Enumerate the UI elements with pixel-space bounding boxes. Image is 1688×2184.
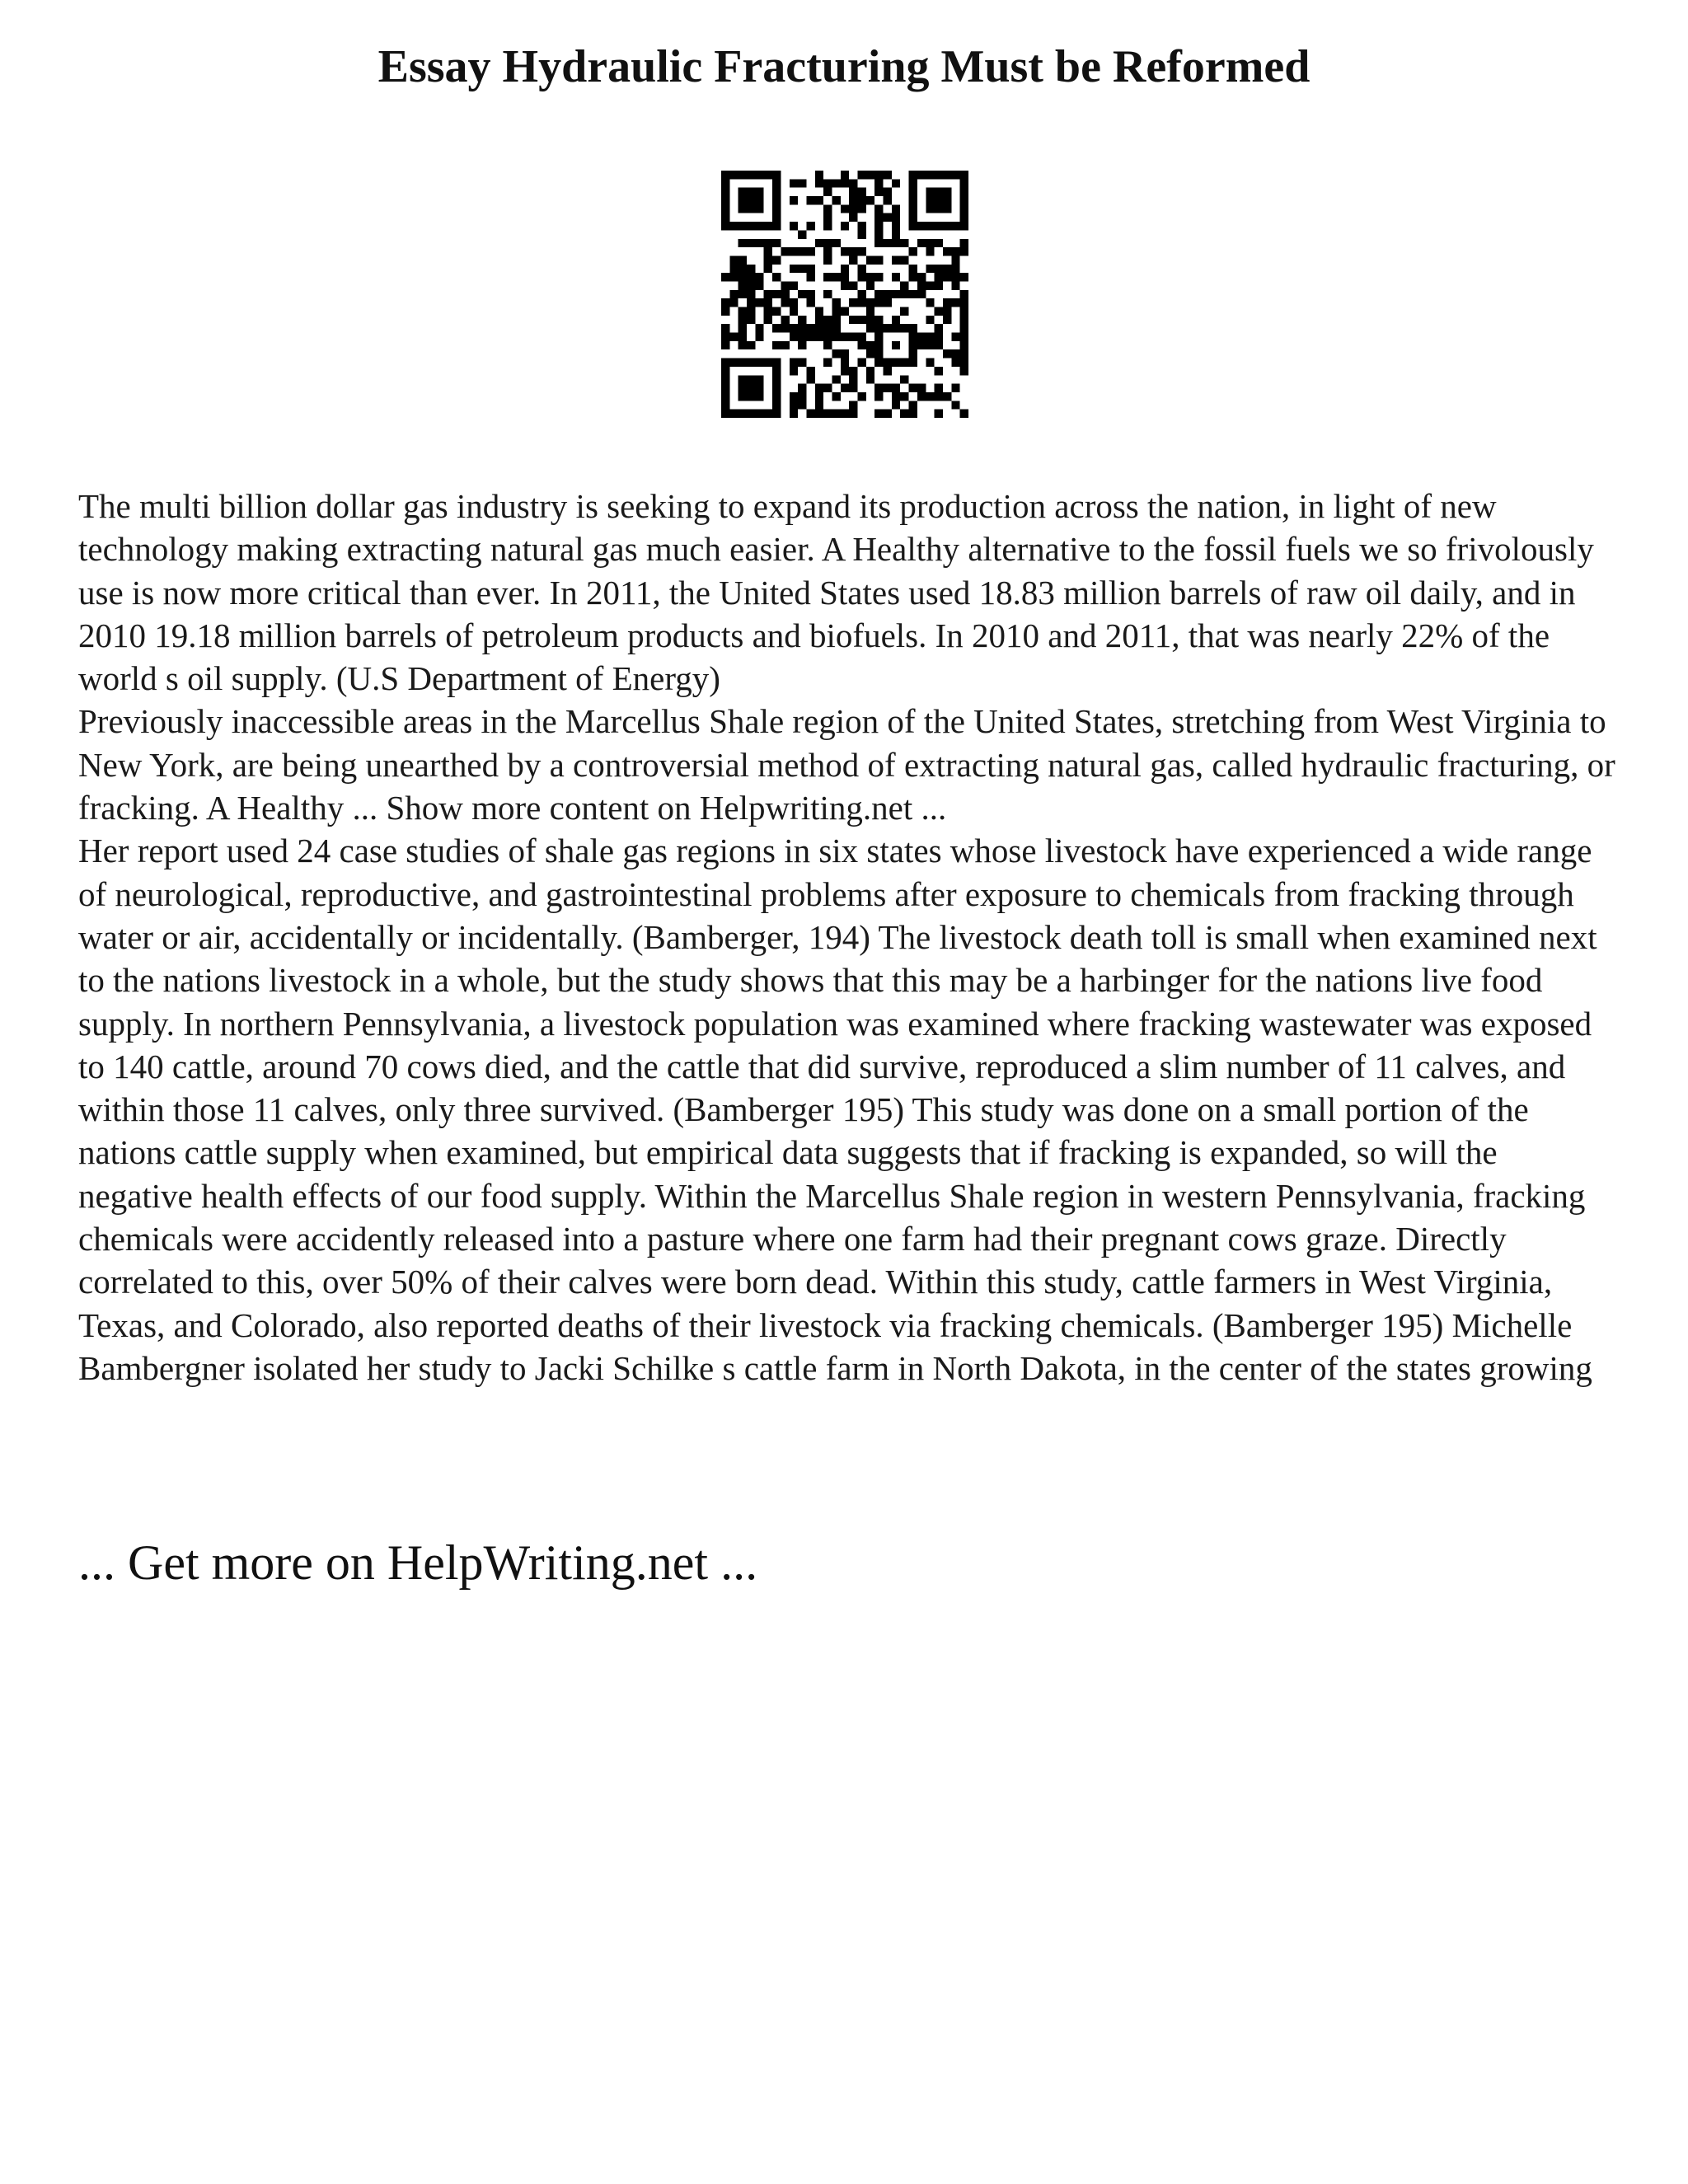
- get-more-link[interactable]: ... Get more on HelpWriting.net ...: [78, 1535, 758, 1590]
- document-title: Essay Hydraulic Fracturing Must be Reformed: [377, 41, 1311, 92]
- qr-code-icon[interactable]: [721, 171, 968, 418]
- essay-body: [78, 485, 1620, 1390]
- paragraph-3: Her report used 24 case studies of shale gas regions in six states whose livestock have experienced a wide range of neurological, reproductive, and gastrointestinal problems after exposure to chemicals from fracking through water or air, accidentally or incidentally. (Bamberger, 194) The livestock death toll is small when examined next to the nations livestock in a whole, but the study shows that this may be a harbinger for the nations live food supply. In northern Pennsylvania, a livestock population was examined where fracking wastewater was exposed to 140 cattle, around 70 cows died, and the cattle that did survive, reproduced a slim number of 11 calves, and within those 11 calves, only three survived. (Bamberger 195) This study was done on a small portion of the nations cattle supply when examined, but empirical data suggests that if fracking is expanded, so will the negative health effects of our food supply. Within the Marcellus Shale region in western Pennsylvania, fracking chemicals were accidently released into a pasture where one farm had their pregnant cows graze. Directly correlated to this, over 50% of their calves were born dead. Within this study, cattle farmers in West Virginia, Texas, and Colorado, also reported deaths of their livestock via fracking chemicals. (Bamberger 195) Michelle Bambergner isolated her study to Jacki Schilke s cattle farm in North Dakota, in the center of the states growing: [78, 832, 1597, 1387]
- paragraph-1: The multi billion dollar gas industry is seeking to expand its production across the nation, in light of new technology making extracting natural gas much easier. A Healthy alternative to the fossil fuels we so frivolously use is now more critical than ever. In 2011, the United States used 18.83 million barrels of raw oil daily, and in 2010 19.18 million barrels of petroleum products and biofuels. In 2010 and 2011, that was nearly 22% of the world s oil supply. (U.S Department of Energy): [78, 487, 1594, 698]
- qr-code-graphic: [721, 171, 968, 418]
- paragraph-2: Previously inaccessible areas in the Marcellus Shale region of the United States, stretching from West Virginia to New York, are being unearthed by a controversial method of extracting natural gas, called hydraulic fracturing, or fracking. A Healthy ... Show more content on Helpwriting.net ...: [78, 702, 1615, 827]
